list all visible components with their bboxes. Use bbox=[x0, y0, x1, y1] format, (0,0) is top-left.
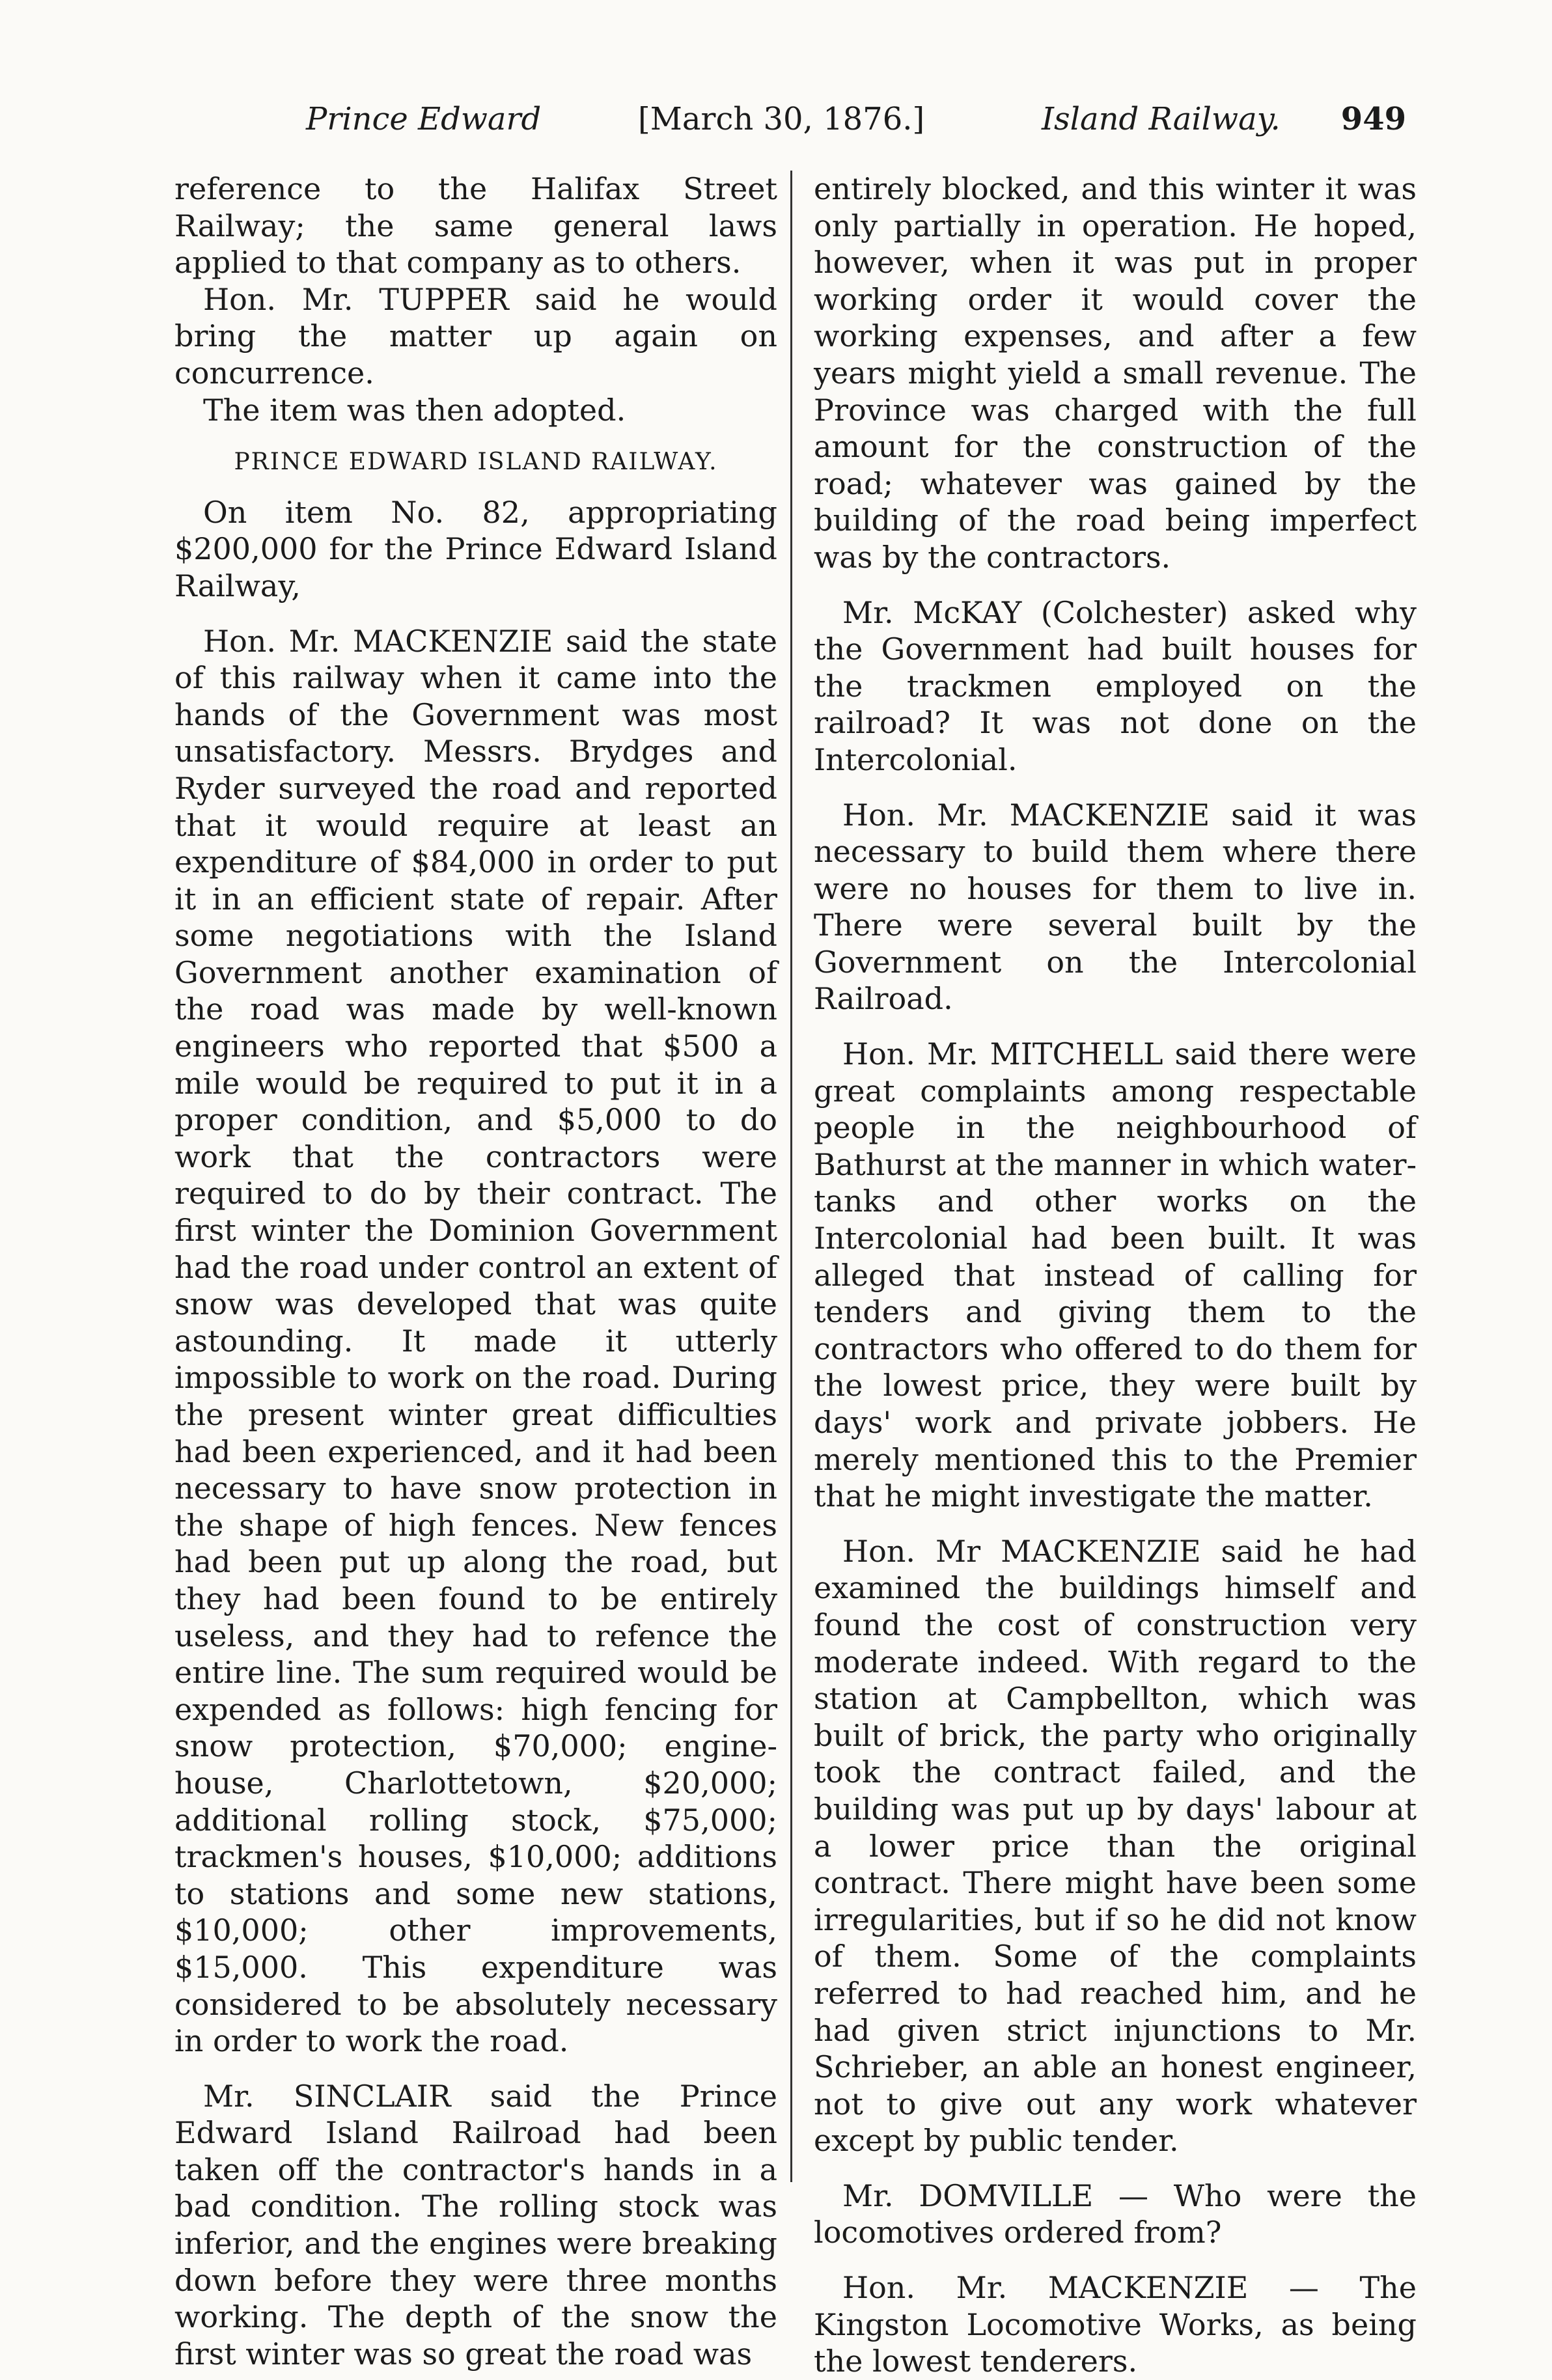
paragraph: Mr. McKAY (Colchester) asked why the Government had built houses for the trackmen employed on the railroad? It was not done on the Intercolonial. bbox=[814, 594, 1417, 777]
page-number: 949 bbox=[1340, 101, 1406, 137]
running-header bbox=[306, 96, 1406, 142]
paragraph: On item No. 82, appropriating $200,000 for the Prince Edward Island Railway, bbox=[174, 494, 777, 603]
paragraph: Hon. Mr. MACKENZIE said the state of this railway when it came into the hands of the Government was most unsatisfactory. Messrs. Brydges and Ryder surveyed the road and reported that it would require at least an expenditure of $84,000 in order to put it in an efficient state of repair. After some negotiations with the Island Government another examination of the road was made by well-known engineers who reported that $500 a mile would be required to put it in a proper condition, and $5,000 to do work that the contractors were required to do by their contract. The first winter the Dominion Government had the road under control an extent of snow was developed that was quite astounding. It made it utterly impossible to work on the road. During the present winter great difficulties had been experienced, and it had been necessary to have snow protection in the shape of high fences. New fences had been put up along the road, but they had been found to be entirely useless, and they had to refence the entire line. The sum required would be expended as follows: high fencing for snow protection, $70,000; engine-house, Charlottetown, $20,000; additional rolling stock, $75,000; trackmen's houses, $10,000; additions to stations and some new stations, $10,000; other improvements, $15,000. This expenditure was considered to be absolutely necessary in order to work the road. bbox=[174, 623, 777, 2059]
left-column bbox=[174, 171, 777, 2372]
header-date: [March 30, 1876.] bbox=[638, 101, 925, 137]
paragraph: Hon. Mr MACKENZIE said he had examined the buildings himself and found the cost of construction very moderate indeed. With regard to the station at Campbellton, which was built of brick, the party who originally took the contract failed, and the building was put up by days' labour at a lower price than the original contract. There might have been some irregularities, but if so he did not know of them. Some of the complaints referred to had reached him, and he had given strict injunctions to Mr. Schrieber, an able an honest engineer, not to give out any work whatever except by public tender. bbox=[814, 1533, 1417, 2159]
column-divider bbox=[790, 171, 792, 2182]
paragraph: entirely blocked, and this winter it was only partially in operation. He hoped, however, when it was put in proper working order it would cover the working expenses, and after a few years might yield a small revenue. The Province was charged with the full amount for the construction of the road; whatever was gained by the building of the road being imperfect was by the contractors. bbox=[814, 171, 1417, 575]
header-left-title: Prince Edward bbox=[306, 101, 542, 137]
paragraph: The item was then adopted. bbox=[203, 392, 626, 428]
paragraph: Hon. Mr. MACKENZIE said it was necessary to build them where there were no houses for them to live in. There were several built by the Government on the Intercolonial Railroad. bbox=[814, 797, 1417, 1017]
paragraph: Mr. SINCLAIR said the Prince Edward Island Railroad had been taken off the contractor's hands in a bad condition. The rolling stock was inferior, and the engines were breaking down before they were three months working. The depth of the snow the first winter was so great the road was bbox=[174, 2078, 777, 2372]
paragraph: Hon. Mr. MITCHELL said there were great complaints among respectable people in the neighbourhood of Bathurst at the manner in which water-tanks and other works on the Intercolonial had been built. It was alleged that instead of calling for tenders and giving them to the contractors who offered to do them for the lowest price, they were built by days' work and private jobbers. He merely mentioned this to the Premier that he might investigate the matter. bbox=[814, 1036, 1417, 1514]
paragraph: Hon. Mr. TUPPER said he would bring the matter up again on concurrence. bbox=[174, 281, 777, 391]
right-column bbox=[814, 171, 1417, 2380]
header-right-title: Island Railway. bbox=[1042, 101, 1281, 137]
paragraph: reference to the Halifax Street Railway; the same general laws applied to that company as to others. bbox=[174, 171, 777, 281]
paragraph: Mr. DOMVILLE — Who were the locomotives ordered from? bbox=[814, 2178, 1417, 2250]
paragraph: Hon. Mr. MACKENZIE — The Kingston Locomotive Works, as being the lowest tenderers. bbox=[814, 2270, 1417, 2379]
section-heading: PRINCE EDWARD ISLAND RAILWAY. bbox=[234, 449, 718, 476]
